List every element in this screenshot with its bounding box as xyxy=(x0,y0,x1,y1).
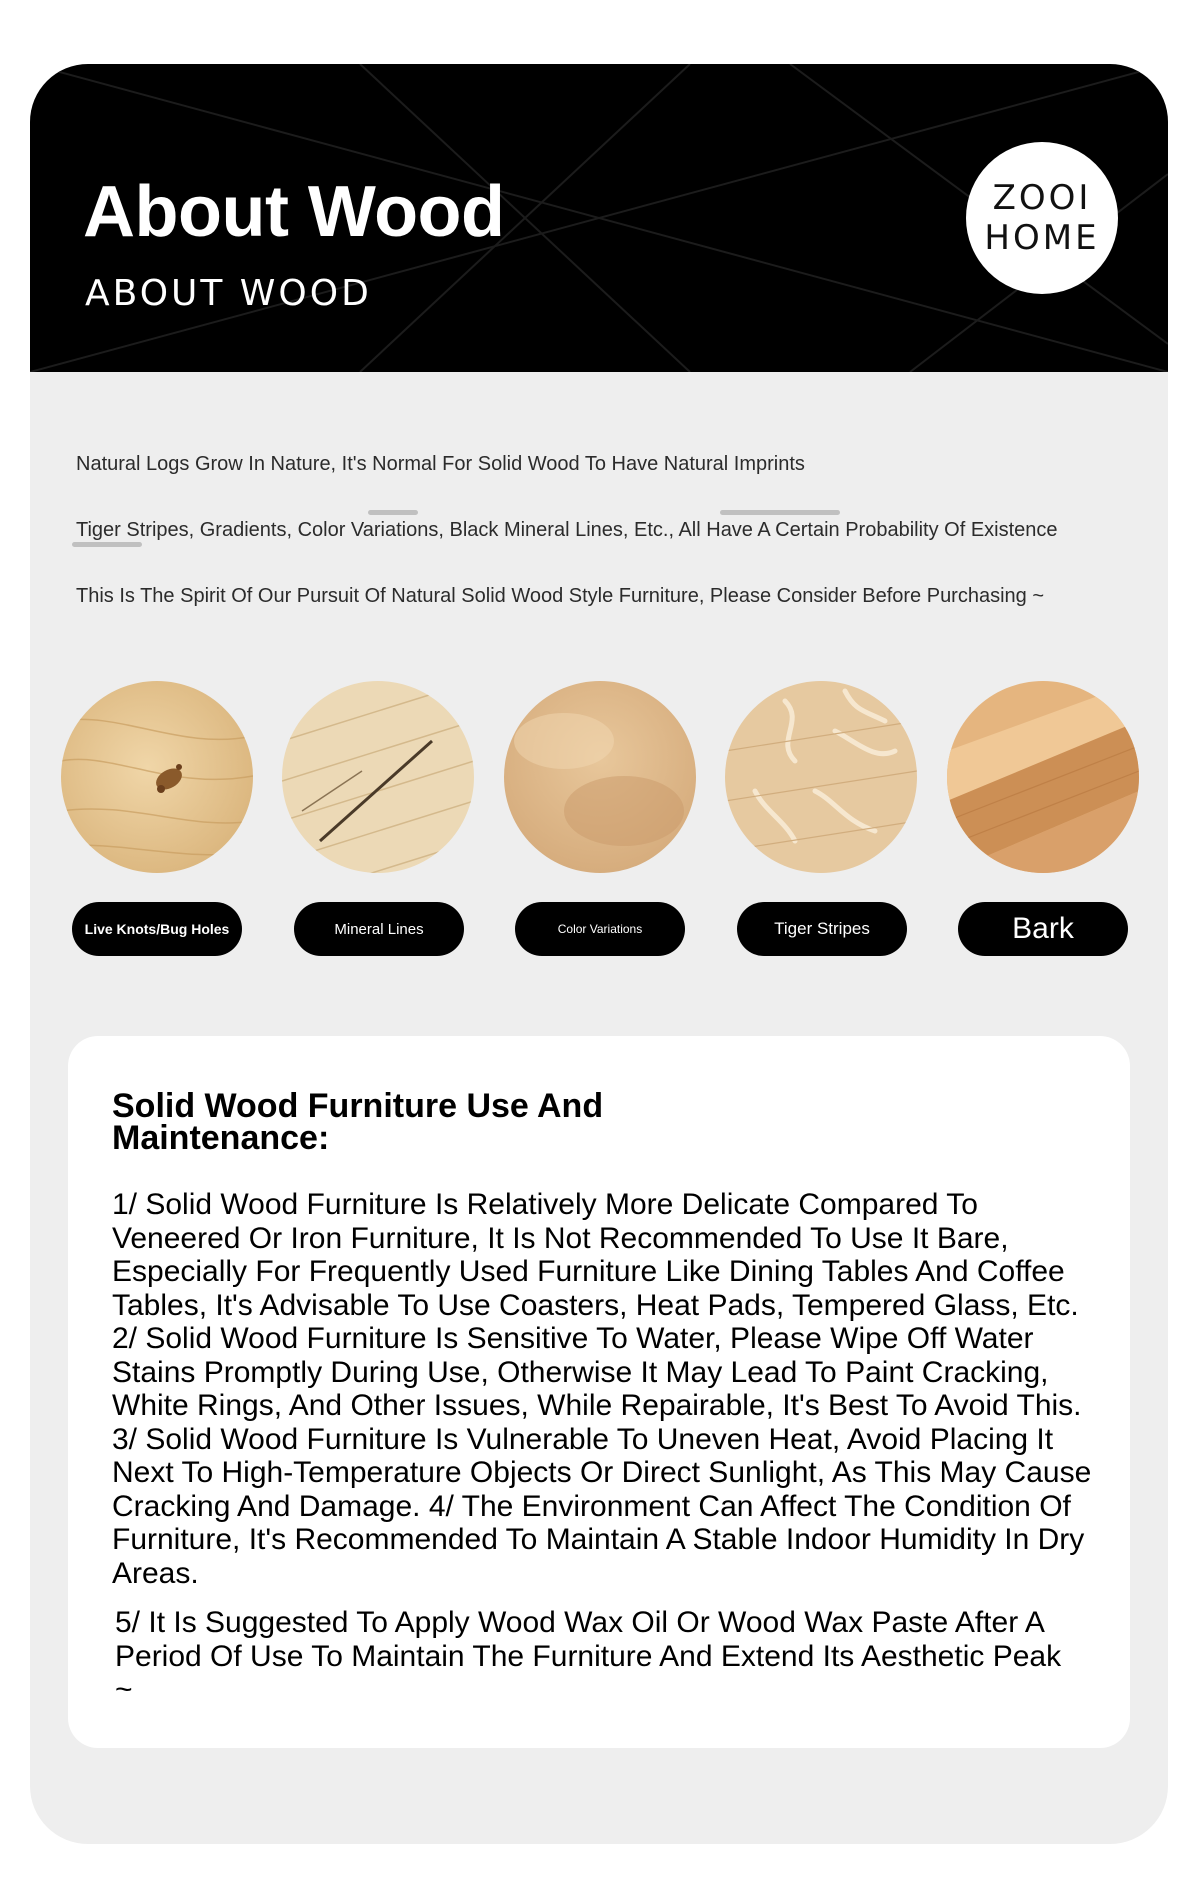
maintenance-body: 1/ Solid Wood Furniture Is Relatively More Delicate Compared To Veneered Or Iron Furniture, It Is Not Recommended To Use It Bare, Especially For Frequently Used Furniture Like Dining Tables And Coffee Tables, It's Advisable To Use Coasters, Heat Pads, Tempered Glass, Etc. 2/ Solid Wood Furniture Is Sensitive To Water, Please Wipe Off Water Stains Promptly During Use, Otherwise It May Lead To Paint Cracking, White Rings, And Other Issues, While Repairable, It's Best To Avoid This. 3/ Solid Wood Furniture Is Vulnerable To Uneven Heat, Avoid Placing It Next To High-Temperature Objects Or Direct Sunlight, As This May Cause Cracking And Damage. 4/ The Environment Can Affect The Condition Of Furniture, It's Recommended To Maintain A Stable Indoor Humidity In Dry Areas. xyxy=(112,1188,1092,1590)
wood-type-label: Live Knots/Bug Holes xyxy=(72,902,242,956)
header-banner xyxy=(30,64,1168,372)
maintenance-body-continued: 5/ It Is Suggested To Apply Wood Wax Oil Or Wood Wax Paste After A Period Of Use To Maintain The Furniture And Extend Its Aesthetic Peak ~ xyxy=(115,1606,1062,1706)
color-variation-wood-sample-icon xyxy=(504,681,696,873)
mineral-lines-wood-sample-icon xyxy=(282,681,474,873)
decorative-smudge xyxy=(720,510,840,515)
intro-line-3: This Is The Spirit Of Our Pursuit Of Natural Solid Wood Style Furniture, Please Consider Before Purchasing ~ xyxy=(76,585,1045,607)
logo-line-1: ZOOI xyxy=(992,178,1092,218)
intro-line-1: Natural Logs Grow In Nature, It's Normal For Solid Wood To Have Natural Imprints xyxy=(76,453,805,475)
decorative-smudge xyxy=(368,510,418,515)
about-wood-card xyxy=(30,64,1168,1844)
tiger-stripes-wood-sample-icon xyxy=(725,681,917,873)
maintenance-panel xyxy=(68,1036,1130,1748)
wood-type-label: Tiger Stripes xyxy=(737,902,907,956)
wood-type-label: Color Variations xyxy=(515,902,685,956)
page-title: About Wood xyxy=(83,172,505,252)
brand-logo xyxy=(966,142,1118,294)
intro-line-2: Tiger Stripes, Gradients, Color Variations, Black Mineral Lines, Etc., All Have A Certain Probability Of Existence xyxy=(76,519,1058,541)
live-knot-wood-sample-icon xyxy=(61,681,253,873)
wood-type-label: Mineral Lines xyxy=(294,902,464,956)
logo-line-2: HOME xyxy=(984,218,1100,258)
bark-wood-sample-icon xyxy=(947,681,1139,873)
page-subtitle: ABOUT WOOD xyxy=(85,273,372,314)
wood-type-label: Bark xyxy=(958,902,1128,956)
maintenance-title: Solid Wood Furniture Use And Maintenance: xyxy=(112,1087,604,1157)
